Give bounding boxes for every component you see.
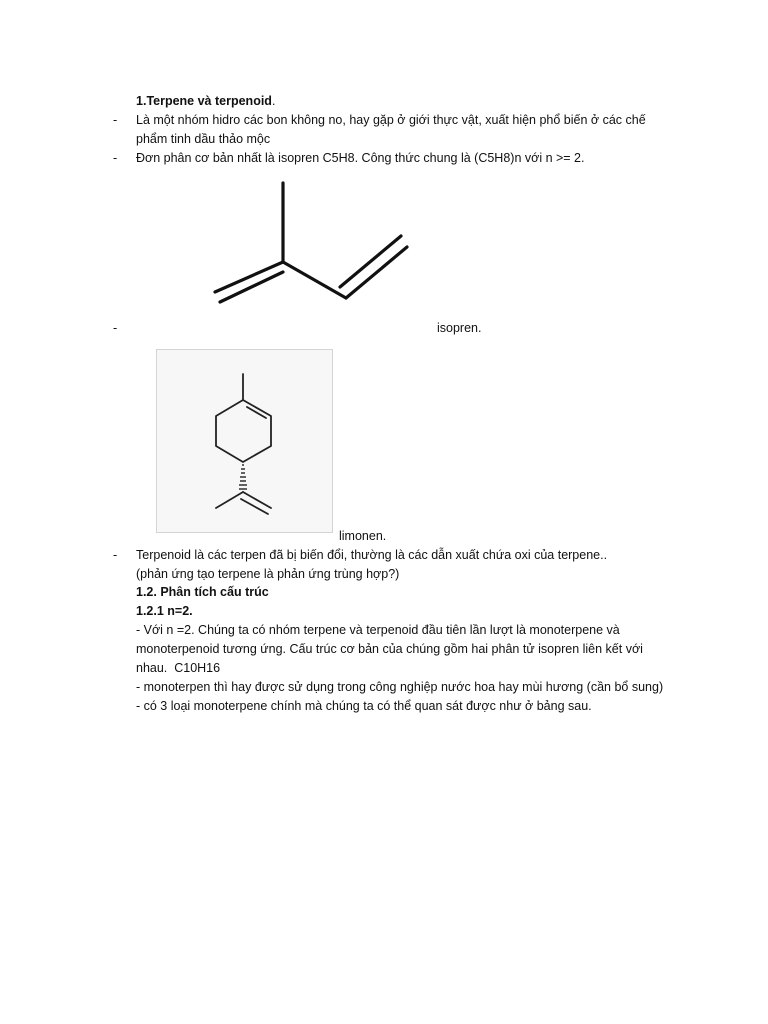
bullet-dash: - [113,113,118,127]
intro-line-2: phẩm tinh dầu thảo mộc [136,132,271,146]
limonene-ring [216,400,271,462]
section-1-2-1-title: 1.2.1 n=2. [136,604,193,618]
paragraph-2: - monoterpen thì hay được sử dụng trong công nghiệp nước hoa hay mùi hương (cần bổ sung) [136,680,664,694]
paragraph-3: - có 3 loại monoterpene chính mà chúng ta có thể quan sát được như ở bảng sau. [136,699,592,713]
isoprene-formula-text: Đơn phân cơ bản nhất là isopren C5H8. Công thức chung là (C5H8)n với n >= 2. [136,151,585,165]
limonene-isopropenyl-left [216,492,243,508]
limonene-isopropenyl-double-b [241,499,268,514]
section-1-2-title: 1.2. Phân tích cấu trúc [136,585,269,599]
bullet-dash: - [113,151,118,165]
paragraph-1-line-3: nhau. C10H16 [136,661,221,675]
paragraph-1-line-1: - Với n =2. Chúng ta có nhóm terpene và terpenoid đầu tiên lần lượt là monoterpene và [136,623,620,637]
bullet-dash: - [113,321,118,335]
heading-title: Terpene và terpenoid [146,94,272,108]
terpenoid-line-1: Terpenoid là các terpen đã bị biến đổi, thường là các dẫn xuất chứa oxi của terpene.. [136,548,608,562]
isoprene-caption: isopren. [437,321,482,335]
paragraph-1-line-2: monoterpenoid tương ứng. Cấu trúc cơ bản của chúng gồm hai phân tử isopren liên kết với [136,642,643,656]
intro-line-1: Là một nhóm hidro các bon không no, hay gặp ở giới thực vật, xuất hiện phổ biến ở các chế [136,113,646,127]
limonene-isopropenyl-double-a [243,492,271,508]
heading-period: . [271,94,276,108]
terpenoid-line-2: (phản ứng tạo terpene là phản ứng trùng hợp?) [136,567,400,581]
limonene-hashed-wedge [239,465,247,489]
heading-number: 1. [136,94,147,108]
bullet-dash: - [113,548,118,562]
limonene-caption: limonen. [339,529,387,543]
